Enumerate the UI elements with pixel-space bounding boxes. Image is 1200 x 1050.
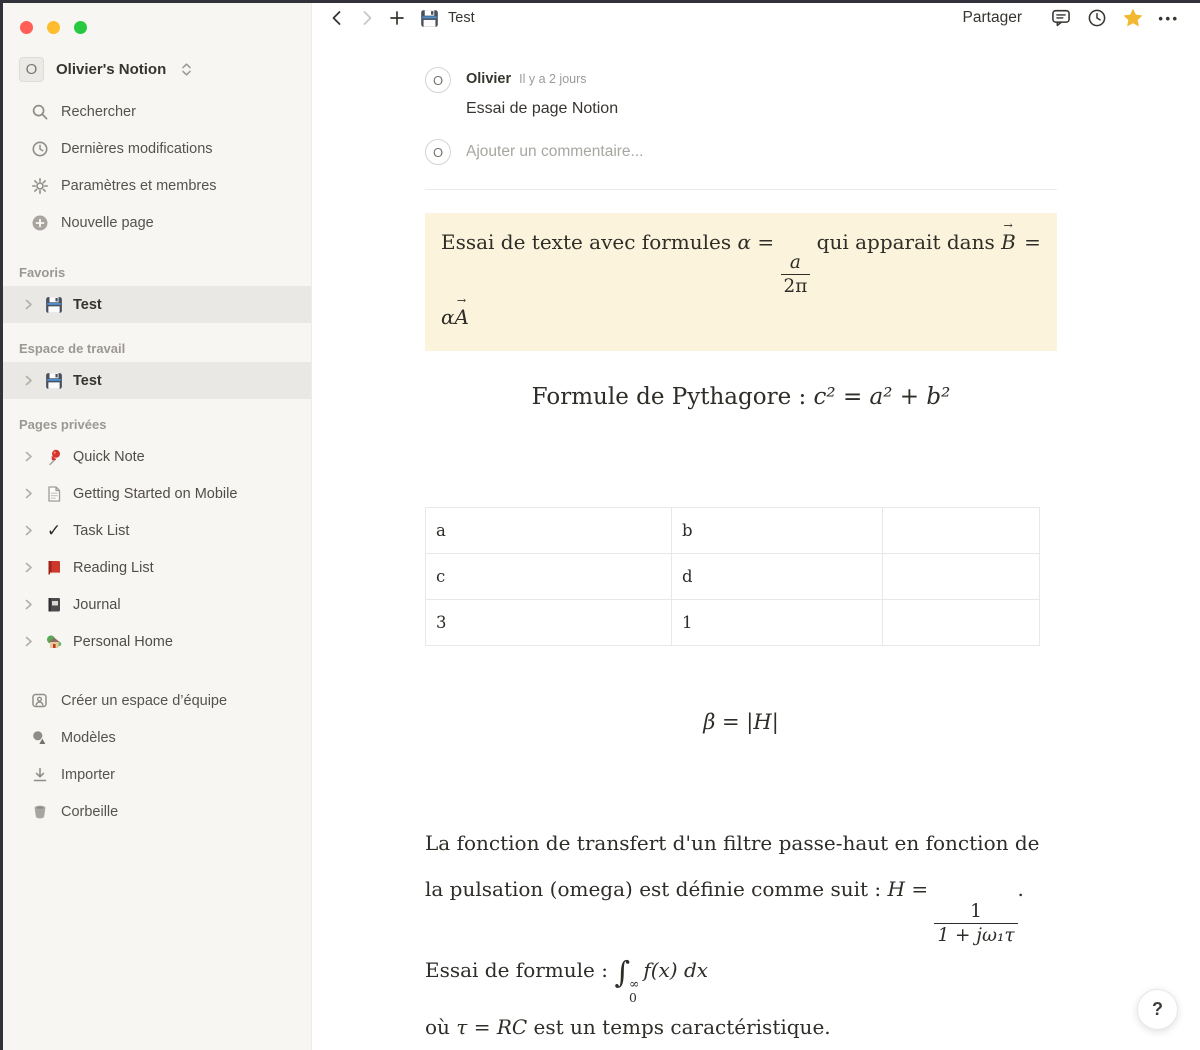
- equation-body: c² = a² + b²: [813, 384, 951, 411]
- sidebar-item-label: Importer: [61, 766, 115, 783]
- sidebar-top-menu: [3, 87, 311, 247]
- share-button[interactable]: Partager: [962, 9, 1022, 26]
- page-title-label: Quick Note: [73, 448, 145, 465]
- plus-circle-icon: [30, 213, 49, 232]
- section-title-workspace[interactable]: Espace de travail: [19, 341, 126, 356]
- text-segment: Essai de texte avec formules: [441, 230, 738, 254]
- add-comment-row: [425, 139, 1057, 165]
- sidebar-item-label: Dernières modifications: [61, 140, 213, 157]
- chevron-right-icon[interactable]: [21, 375, 35, 386]
- main-area: [312, 3, 1200, 1050]
- topbar: [312, 3, 1200, 33]
- comment-timestamp: Il y a 2 jours: [519, 72, 587, 86]
- team-icon: [30, 691, 49, 710]
- close-window-button[interactable]: [20, 21, 33, 34]
- math-vector-b: B →: [1001, 223, 1016, 262]
- sidebar-item-new-page[interactable]: [3, 204, 311, 241]
- floppy-disk-icon: [44, 295, 64, 315]
- sidebar-item-create-teamspace[interactable]: [3, 682, 311, 719]
- window-controls: [3, 17, 311, 52]
- search-icon: [30, 102, 49, 121]
- simple-table: [425, 507, 1040, 646]
- workspace-switcher[interactable]: [3, 52, 311, 87]
- equation-block-beta[interactable]: β = |H|: [703, 710, 779, 735]
- math-equals: =: [757, 230, 775, 254]
- page-title-label: Personal Home: [73, 633, 173, 650]
- section-title-private-pages[interactable]: Pages privées: [19, 417, 107, 432]
- sidebar-item-settings[interactable]: [3, 167, 311, 204]
- highlighted-text-block[interactable]: [425, 213, 1057, 351]
- math-paragraph[interactable]: [425, 820, 1057, 1050]
- math-equals: =: [911, 877, 929, 902]
- sidebar-page-test-workspace[interactable]: [3, 362, 311, 399]
- math-alpha: α: [441, 305, 455, 330]
- clock-icon: [30, 139, 49, 158]
- chevron-right-icon[interactable]: [21, 562, 35, 573]
- sidebar-item-label: Modèles: [61, 729, 116, 746]
- equation-label: Formule de Pythagore :: [531, 384, 814, 411]
- math-alpha: α: [737, 230, 752, 254]
- red-book-icon: [44, 558, 64, 578]
- math-equals: =: [1024, 230, 1041, 254]
- text-segment: .: [1017, 877, 1024, 902]
- table-cell[interactable]: 1: [672, 600, 883, 646]
- sidebar-item-import[interactable]: [3, 756, 311, 793]
- divider: [425, 189, 1057, 190]
- table-cell[interactable]: c: [426, 554, 672, 600]
- sidebar-section-private: [3, 399, 311, 660]
- table-row: [426, 508, 1040, 554]
- sidebar-page-reading-list[interactable]: [3, 549, 311, 586]
- text-segment: où: [425, 1015, 457, 1040]
- table-cell[interactable]: [883, 600, 1040, 646]
- gear-icon: [30, 176, 49, 195]
- history-button[interactable]: [1082, 3, 1112, 33]
- pushpin-icon: [44, 447, 64, 467]
- math-vector-a: A →: [455, 298, 469, 337]
- sidebar-item-trash[interactable]: [3, 793, 311, 830]
- workspace-name: Olivier's Notion: [56, 61, 167, 78]
- sidebar-section-workspace: [3, 323, 311, 399]
- templates-icon: [30, 728, 49, 747]
- math-h: H: [887, 877, 905, 902]
- page-title-label: Test: [73, 296, 102, 313]
- sidebar-item-search[interactable]: [3, 93, 311, 130]
- sidebar: [3, 3, 312, 1050]
- table-row: [426, 600, 1040, 646]
- page-title-label: Task List: [73, 522, 130, 539]
- math-fraction: $\frac{1}{\text{1 + jω₁τ}}$: [934, 900, 1017, 947]
- forward-button[interactable]: [352, 3, 382, 33]
- back-button[interactable]: [322, 3, 352, 33]
- math-fraction: $\frac{a}{2\pi}$: [781, 251, 811, 298]
- chevron-right-icon[interactable]: [21, 636, 35, 647]
- favorite-star-icon[interactable]: [1118, 3, 1148, 33]
- equation-block-pythagore[interactable]: [425, 384, 1057, 410]
- sidebar-item-label: Nouvelle page: [61, 214, 154, 231]
- comment-text[interactable]: Essai de page Notion: [466, 100, 619, 117]
- text-segment: La fonction de transfert d'un filtre passe-haut en fonction de la pulsation (omega) est définie comme suit :: [425, 831, 1040, 902]
- workspace-avatar: O: [19, 57, 44, 82]
- table-cell[interactable]: [883, 554, 1040, 600]
- page-body: [312, 33, 1200, 1050]
- sidebar-page-task-list[interactable]: [3, 512, 311, 549]
- section-title-favorites[interactable]: Favoris: [19, 265, 66, 280]
- new-tab-button[interactable]: [382, 3, 412, 33]
- check-icon: ✓: [46, 520, 62, 541]
- table-cell[interactable]: [883, 508, 1040, 554]
- sidebar-page-getting-started[interactable]: [3, 475, 311, 512]
- sidebar-item-templates[interactable]: [3, 719, 311, 756]
- sidebar-section-favorites: [3, 247, 311, 323]
- avatar: O: [425, 67, 451, 93]
- sidebar-item-updates[interactable]: [3, 130, 311, 167]
- floppy-disk-icon: [44, 371, 64, 391]
- breadcrumb[interactable]: [420, 9, 475, 28]
- zoom-window-button[interactable]: [74, 21, 87, 34]
- chevron-right-icon[interactable]: [21, 299, 35, 310]
- text-segment: qui apparait dans: [810, 230, 1002, 254]
- chevron-right-icon[interactable]: [21, 599, 35, 610]
- page-title-label: Test: [73, 372, 102, 389]
- page-title-label: Reading List: [73, 559, 154, 576]
- sidebar-item-label: Rechercher: [61, 103, 136, 120]
- comment: [425, 67, 1057, 93]
- avatar: O: [425, 139, 451, 165]
- home-icon: [44, 632, 64, 652]
- comment-author: Olivier: [466, 71, 512, 87]
- page-title-label: Journal: [73, 596, 121, 613]
- notion-window: [3, 3, 1200, 1050]
- math-integral: ∫ ∞ 0 f(x) dx: [614, 955, 709, 1005]
- comments-button[interactable]: [1046, 3, 1076, 33]
- minimize-window-button[interactable]: [47, 21, 60, 34]
- table-cell[interactable]: d: [672, 554, 883, 600]
- document-icon: [44, 484, 64, 504]
- text-segment: Essai de formule :: [425, 958, 615, 983]
- sidebar-item-label: Créer un espace d’équipe: [61, 692, 228, 709]
- table-cell[interactable]: a: [426, 508, 672, 554]
- chevron-right-icon[interactable]: [21, 451, 35, 462]
- notebook-icon: [44, 595, 64, 615]
- chevron-right-icon[interactable]: [21, 525, 35, 536]
- sidebar-page-personal-home[interactable]: [3, 623, 311, 660]
- trash-icon: [30, 802, 49, 821]
- import-icon: [30, 765, 49, 784]
- sidebar-page-journal[interactable]: [3, 586, 311, 623]
- math-tau: τ = RC: [456, 1015, 528, 1040]
- page-title: Test: [448, 10, 475, 26]
- chevron-right-icon[interactable]: [21, 488, 35, 499]
- page-title-label: Getting Started on Mobile: [73, 485, 238, 502]
- chevron-up-down-icon: [180, 62, 193, 77]
- sidebar-bottom-menu: [3, 682, 311, 830]
- add-comment-input[interactable]: Ajouter un commentaire...: [466, 143, 644, 160]
- help-button[interactable]: ?: [1137, 989, 1178, 1030]
- table-cell[interactable]: b: [672, 508, 883, 554]
- sidebar-page-test-favorite[interactable]: [3, 286, 311, 323]
- table-row: [426, 554, 1040, 600]
- text-segment: est un temps caractéristique.: [527, 1015, 831, 1040]
- sidebar-page-quick-note[interactable]: [3, 438, 311, 475]
- table-cell[interactable]: 3: [426, 600, 672, 646]
- sidebar-item-label: Paramètres et membres: [61, 177, 217, 194]
- floppy-disk-icon: [420, 9, 439, 28]
- sidebar-item-label: Corbeille: [61, 803, 119, 820]
- more-options-button[interactable]: •••: [1158, 10, 1180, 26]
